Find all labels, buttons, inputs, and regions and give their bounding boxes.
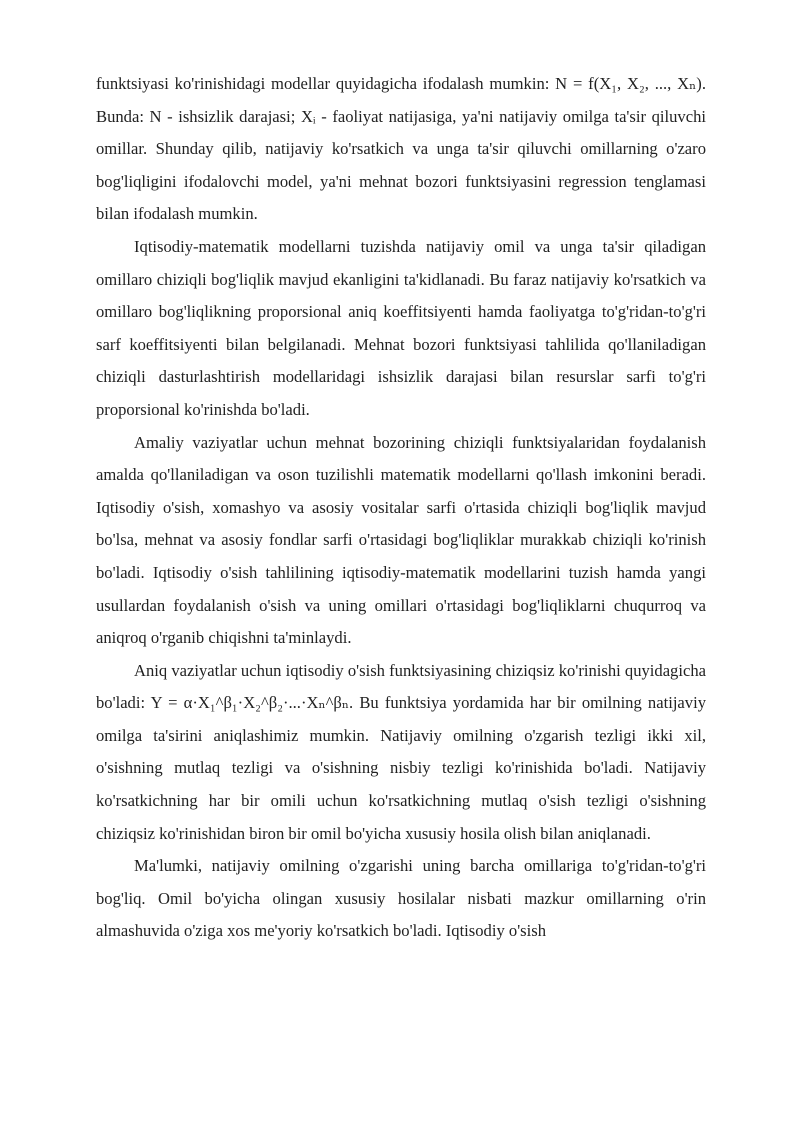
paragraph-5: Ma'lumki, natijaviy omilning o'zgarishi uning barcha omillariga to'g'ridan-to'g'ri bog'liq. Omil bo'yicha olingan xususiy hosilalar nisbati mazkur omillarning o'rin almashuvida o'ziga xos me'yoriy ko'rsatkich bo'ladi. Iqtisodiy o'sish	[96, 856, 706, 941]
paragraph-4: Aniq vaziyatlar uchun iqtisodiy o'sish funktsiyasining chiziqsiz ko'rinishi quyidagicha bo'ladi: Y = α·X₁^β₁·X₂^β₂·...·Xₙ^βₙ. Bu funktsiya yordamida har bir omilning natijaviy omilga ta'sirini aniqlashimiz mumkin. Natijaviy omilning o'zgarish tezligi ikki xil, o'sishning mutlaq tezligi va o'sishning nisbiy tezligi ko'rinishida bo'ladi. Natijaviy ko'rsatkichning har bir omili uchun ko'rsatkichning mutlaq o'sish tezligi o'sishning chiziqsiz ko'rinishidan biron bir omil bo'yicha xususiy hosila olish bilan aniqlanadi.	[96, 660, 706, 843]
paragraph-1: funktsiyasi ko'rinishidagi modellar quyidagicha ifodalash mumkin: N = f(X₁, X₂, ..., Xₙ). Bunda: N - ishsizlik darajasi; Xᵢ - faoliyat natijasiga, ya'ni natijaviy omilga ta'sir qiluvchi omillar. Shunday qilib, natijaviy ko'rsatkich va unga ta'sir qiluvchi omillarning o'zaro bog'liqligini ifodalovchi model, ya'ni mehnat bozori funktsiyasini regression tenglamasi bilan ifodalash mumkin.	[96, 74, 706, 224]
paragraph-3: Amaliy vaziyatlar uchun mehnat bozorining chiziqli funktsiyalaridan foydalanish amalda qo'llaniladigan va oson tuzilishli matematik modellarni qo'llash imkonini beradi. Iqtisodiy o'sish, xomashyo va asosiy vositalar sarfi o'rtasida chiziqli bog'liqlik mavjud bo'lsa, mehnat va asosiy fondlar sarfi o'rtasidagi bog'liqliklar murakkab chiziqli ko'rinish bo'ladi. Iqtisodiy o'sish tahlilining iqtisodiy-matematik modellarini tuzish hamda yangi usullardan foydalanish o'sish va uning omillari o'rtasidagi bog'liqliklarni chuqurroq va aniqroq o'rganib chiqishni ta'minlaydi.	[96, 432, 706, 648]
paragraph-2: Iqtisodiy-matematik modellarni tuzishda natijaviy omil va unga ta'sir qiladigan omillaro chiziqli bog'liqlik mavjud ekanligini ta'kidlanadi. Bu faraz natijaviy ko'rsatkich va omillaro bog'liqlikning proporsional aniq koeffitsiyenti hamda faoliyatga to'g'ridan-to'g'ri sarf koeffitsiyenti bilan belgilanadi. Mehnat bozori funktsiyasi tahlilida qo'llaniladigan chiziqli dasturlashtirish modellaridagi ishsizlik darajasi bilan resurslar sarfi to'g'ri proporsional ko'rinishda bo'ladi.	[96, 236, 706, 419]
document-page	[96, 68, 706, 948]
